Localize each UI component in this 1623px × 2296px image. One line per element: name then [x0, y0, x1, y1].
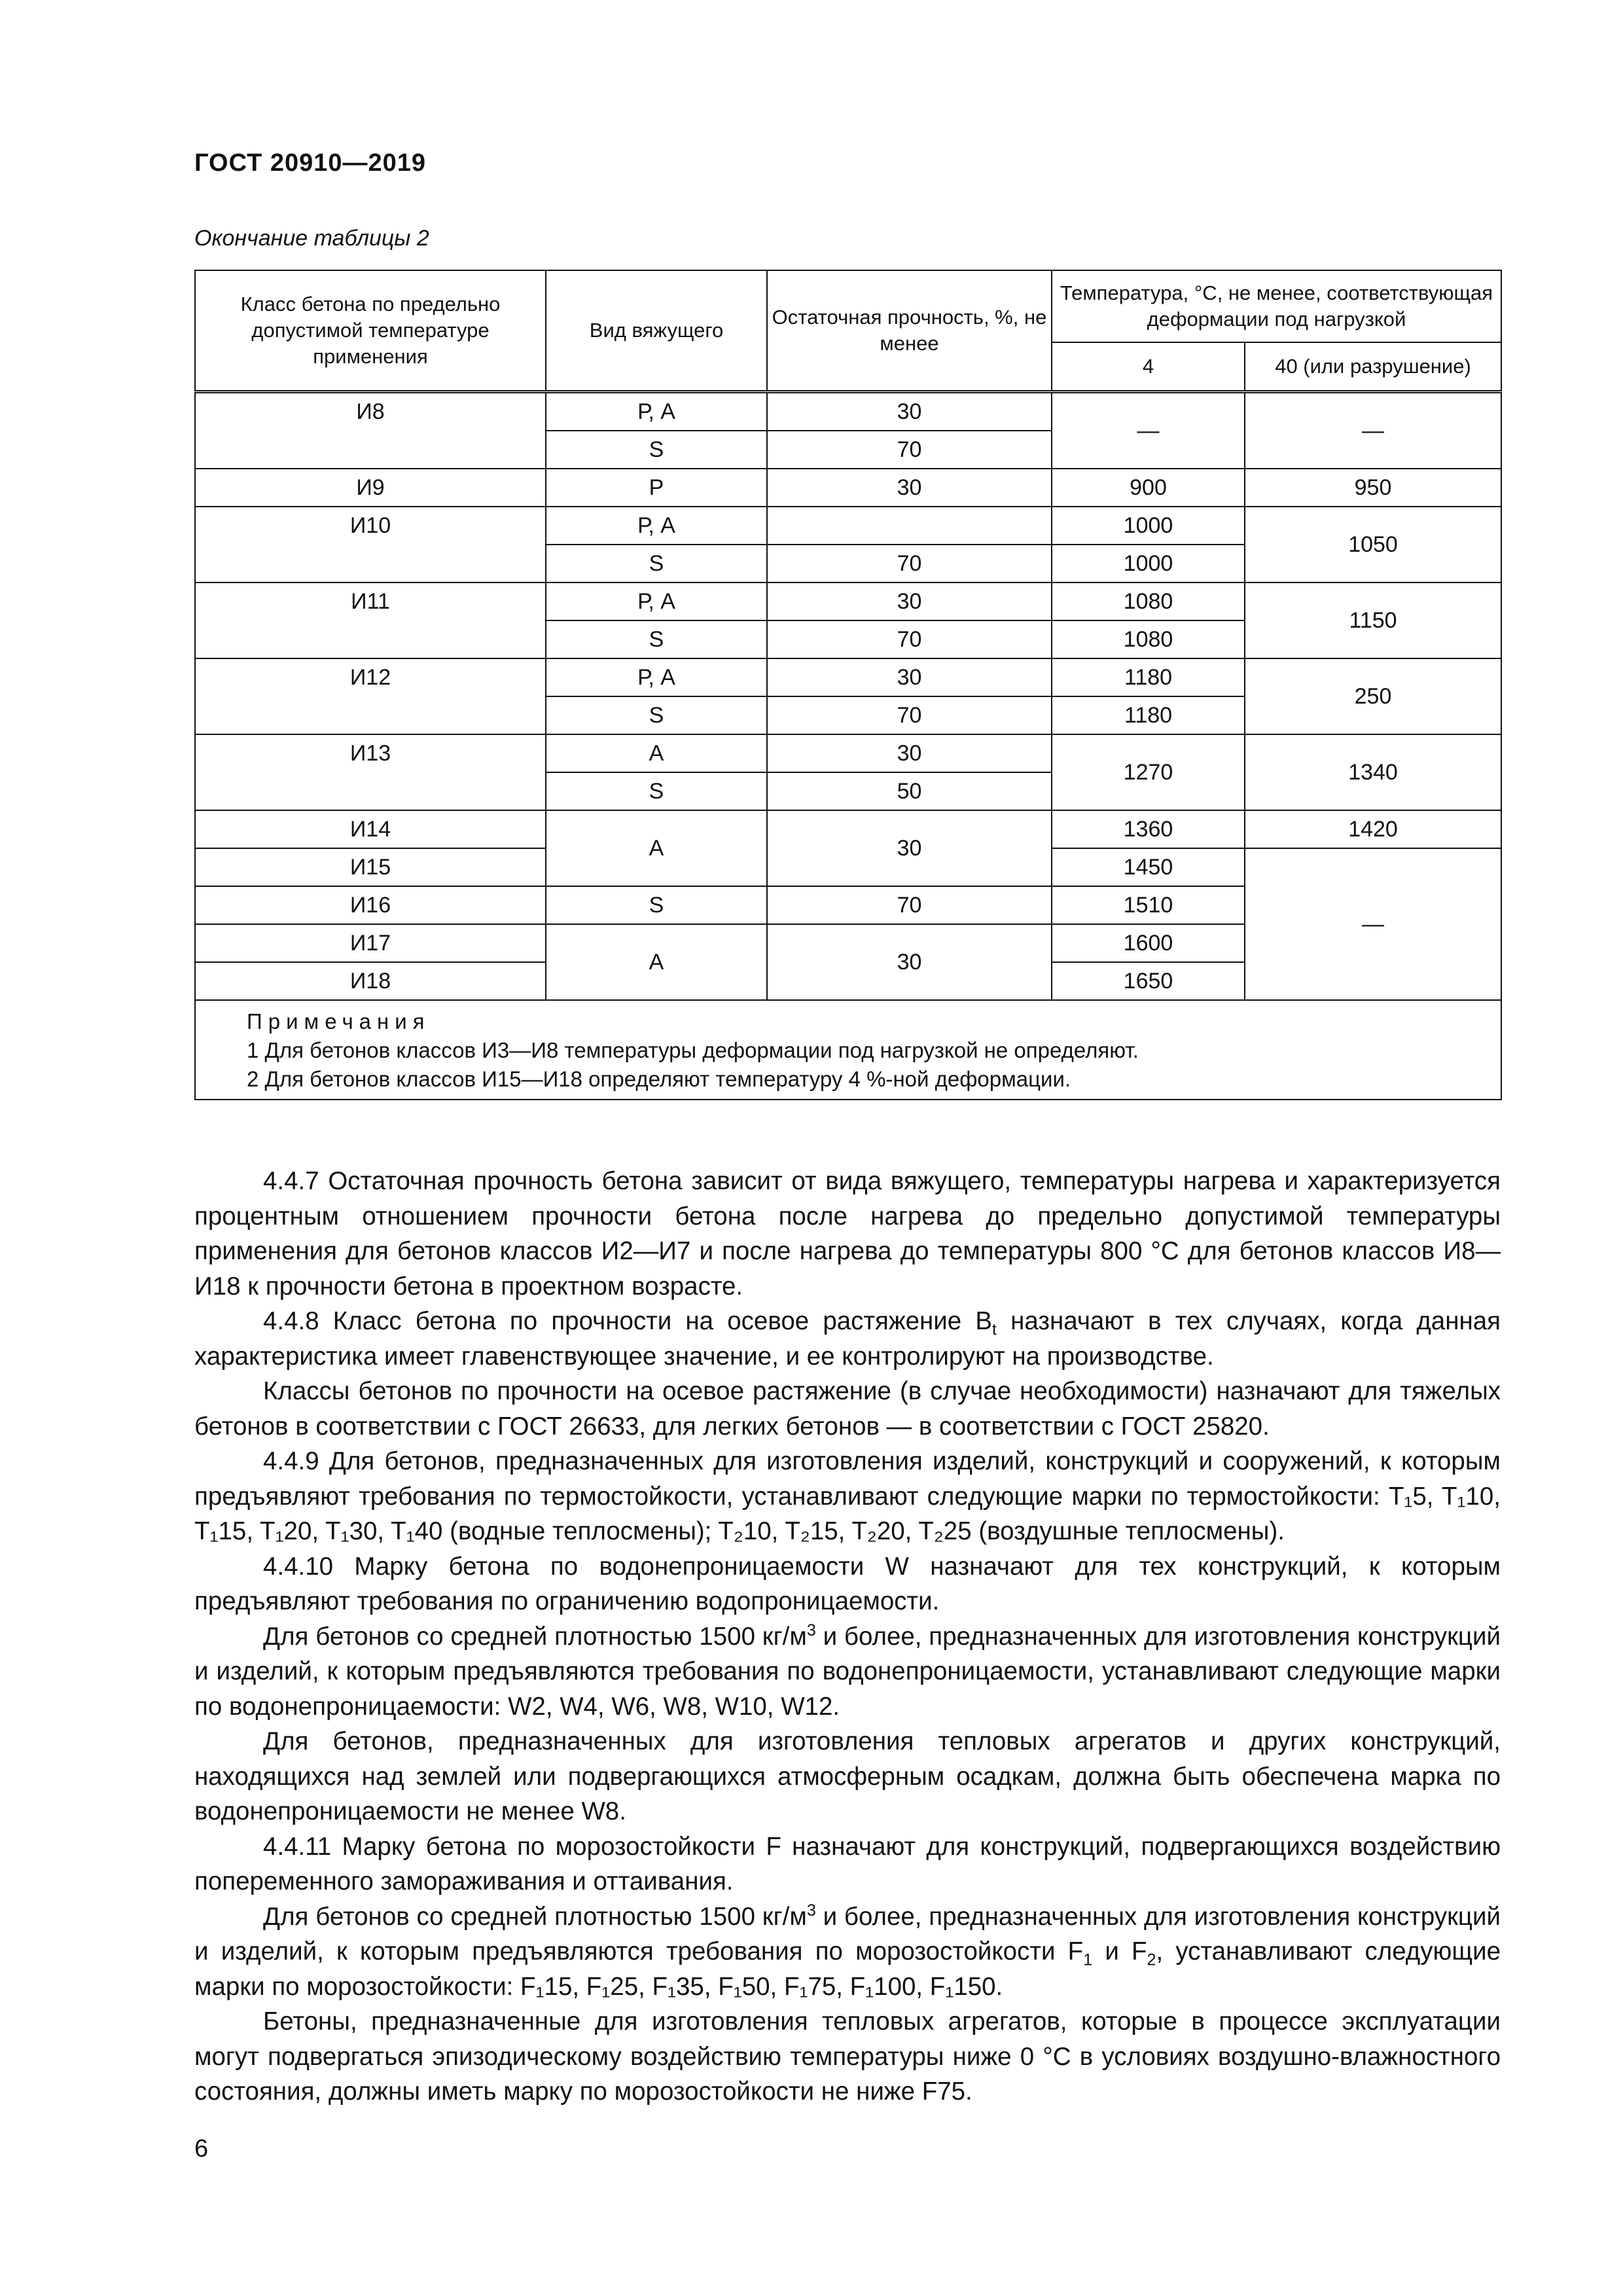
table-row: И14 А 30 1360 1420: [195, 810, 1501, 848]
table-row: И15 1450 —: [195, 848, 1501, 886]
document-header: ГОСТ 20910—2019: [194, 149, 427, 177]
header-binder: Вид вяжущего: [546, 270, 767, 392]
paragraph-f75: Бетоны, предназначенные для изготовления тепловых агрегатов, которые в процессе эксплуатации могут подвергаться эпизодическому воздействию температуры ниже 0 °С в условиях воздушно-влажностного состояния, должны иметь марку по морозостойкости не ниже F75.: [194, 2007, 1501, 2106]
paragraph-4-4-8: 4.4.8 Класс бетона по прочности на осевое растяжение $B_t$ назначают в тех случаях, когда данная характеристика имеет главенствующее значение, и ее контролируют на производстве.: [194, 1307, 1501, 1371]
note-1: 1 Для бетонов классов И3—И8 температуры деформации под нагрузкой не определяют.: [247, 1038, 1139, 1062]
table-row: И18 1650: [195, 962, 1501, 1000]
table-caption: Окончание таблицы 2: [194, 226, 429, 251]
table-row: И10 Р, А 1000 1050: [195, 507, 1501, 545]
table-row: И13 А 30 1270 1340: [195, 734, 1501, 772]
table-row: S 70: [195, 886, 1501, 924]
table-row: И9 Р 30 900 950: [195, 469, 1501, 507]
paragraph-4-4-10: 4.4.10 Марку бетона по водонепроницаемости W назначают для тех конструкций, к которым предъявляют требования по ограничению водопроницаемости.: [194, 1552, 1501, 1615]
table-row: И8 Р, А 30 — —: [195, 392, 1501, 431]
table-row: S 70 1180: [195, 696, 1501, 734]
table-row: S 70: [195, 431, 1501, 469]
paragraph-frost-marks: Для бетонов со средней плотностью 1500 $кг/м^3$ и более, предназначенных для изготовления конструкций и изделий, к которым предъявляются требования по морозостойкости $F_1$ и $F_2$, устанавливают следующие марки по морозостойкости: F₁15, F₁25, F₁35, F₁50, F₁75, F₁100, F₁150.: [194, 1901, 1501, 2001]
paragraph-4-4-11: 4.4.11 Марку бетона по морозостойкости F назначают для конструкций, подвергающихся воздействию попеременного замораживания и оттаивания.: [194, 1832, 1501, 1895]
table-row: S 70 1080: [195, 620, 1501, 658]
header-residual-strength: Остаточная прочность, %, не менее: [767, 270, 1052, 392]
paragraph-thermal-units: Для бетонов, предназначенных для изготовления тепловых агрегатов и других конструкций, находящихся над землей или подвергающихся атмосферным осадкам, должна быть обеспечена марка по водонепроницаемости не менее W8.: [194, 1727, 1501, 1825]
body-text: [194, 1164, 1501, 2109]
notes-title: Примечания: [247, 1009, 431, 1033]
note-2: 2 Для бетонов классов И15—И18 определяют температуру 4 %-ной деформации.: [247, 1067, 1071, 1091]
header-temperature: Температура, °С, не менее, соответствующая деформации под нагрузкой: [1052, 270, 1501, 342]
paragraph-4-4-7: 4.4.7 Остаточная прочность бетона зависит от вида вяжущего, температуры нагрева и характеризуется процентным отношением прочности бетона после нагрева до предельно допустимой температуры применения для бетонов классов И2—И7 и после нагрева до температуры 800 °С для бетонов классов И8—И18 к прочности бетона в проектном возрасте.: [194, 1167, 1501, 1300]
table-row: И17 А 30 1600: [195, 924, 1501, 962]
table-row: И11 Р, А 30 1080 1150: [195, 583, 1501, 620]
header-class: Класс бетона по предельно допустимой температуре применения: [195, 270, 546, 392]
concrete-class-table: Класс бетона по предельно допустимой температуре применения Вид вяжущего Остаточная прочность, %, не менее Температура, °С, не менее, соответствующая деформации под нагрузкой 4 40 (или разрушение) И8 Р, А 30 — — S 70 И9 Р 30 900 950 И10 Р, А 1000 1050 S 70 1000 И11 Р, А 30 1080 1150 S 70 1080 И12 Р, А 30 1180 250 S 70 1180 И13 А 30 1270 1340 S 50 И14 А 30 1360 1420 И15 1450 — И16 1510 S 70 И17 А 30 1600 И18 1650 Примечания 1 Для бетонов классов И3—И8 температуры деформации под нагрузкой не определяют. 2 Для бетонов классов И15—И18 определяют температуру 4 %-ной деформации.: [194, 270, 1502, 1100]
table-row: S 70 1000: [195, 545, 1501, 583]
paragraph-4-4-9: 4.4.9 Для бетонов, предназначенных для изготовления изделий, конструкций и сооружений, к которым предъявляют требования по термостойкости, устанавливают следующие марки по термостойкости: T₁5, T₁10, T₁15, T₁20, T₁30, T₁40 (водные теплосмены); T₂10, T₂15, T₂20, T₂25 (воздушные теплосмены).: [194, 1447, 1501, 1545]
table-notes-row: [195, 1000, 1501, 1100]
paragraph-tension-classes: Классы бетонов по прочности на осевое растяжение (в случае необходимости) назначают для тяжелых бетонов в соответствии с ГОСТ 26633, для легких бетонов — в соответствии с ГОСТ 25820.: [194, 1377, 1501, 1441]
page-number: 6: [194, 2135, 209, 2162]
header-temp-4: 4: [1052, 342, 1245, 392]
paragraph-water-marks: Для бетонов со средней плотностью 1500 $кг/м^3$ и более, предназначенных для изготовления конструкций и изделий, к которым предъявляются требования по водонепроницаемости, устанавливают следующие марки по водонепроницаемости: W2, W4, W6, W8, W10, W12.: [194, 1621, 1501, 1721]
header-temp-40: 40 (или разрушение): [1245, 342, 1501, 392]
table-row: И12 Р, А 30 1180 250: [195, 658, 1501, 696]
table-row: S 50: [195, 772, 1501, 810]
